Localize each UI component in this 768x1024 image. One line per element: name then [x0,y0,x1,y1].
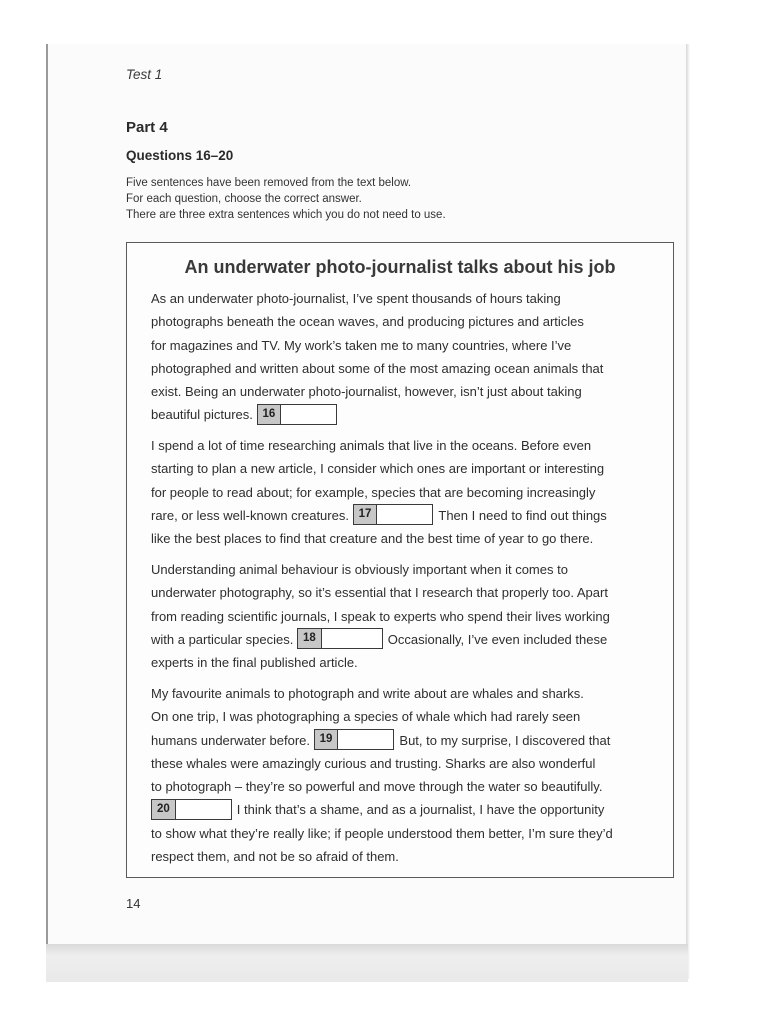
gap-blank[interactable] [338,730,393,749]
text-line [151,729,661,752]
gap-number: 18 [298,629,322,648]
gap-number: 19 [315,730,339,749]
text-line: for magazines and TV. My work’s taken me to many countries, where I’ve [151,337,572,353]
answer-gap-20[interactable] [151,799,232,820]
paragraph-1 [151,287,661,427]
gap-blank[interactable] [377,505,432,524]
text-line [151,628,661,651]
page-bottom-strip [46,944,688,982]
text-line: like the best places to find that creature and the best time of year to go there. [151,531,594,547]
text-segment: beautiful pictures. [151,407,253,423]
gap-blank[interactable] [322,629,382,648]
text-line: to photograph – they’re so powerful and move through the water so beautifully. [151,779,603,795]
article-box [126,242,674,878]
article-title: An underwater photo-journalist talks about his job [184,257,616,277]
instruction-line: Five sentences have been removed from the text below. [126,177,412,189]
gap-blank[interactable] [281,405,336,424]
paragraph-2 [151,434,661,550]
text-line: respect them, and not be so afraid of them. [151,849,399,865]
answer-gap-18[interactable] [297,628,383,649]
text-line [151,798,661,821]
text-segment: Then I need to find out things [438,507,607,523]
text-line: underwater photography, so it’s essential that I research that properly too. Apart [151,585,608,601]
text-line: Understanding animal behaviour is obviously important when it comes to [151,562,568,577]
text-line: to show what they’re really like; if people understood them better, I’m sure they’d [151,825,613,841]
test-label: Test 1 [126,67,163,82]
text-segment: Occasionally, I’ve even included these [387,631,608,647]
text-segment: I think that’s a shame, and as a journalist, I have the opportunity [236,802,605,818]
text-line: starting to plan a new article, I consider which ones are important or interesting [151,461,605,477]
instruction-line: There are three extra sentences which you do not need to use. [126,209,446,221]
gap-number: 20 [152,800,176,819]
text-line: photographed and written about some of the most amazing ocean animals that [151,360,604,376]
paragraph-3 [151,558,661,674]
text-line: I spend a lot of time researching animals that live in the oceans. Before even [151,438,592,453]
text-line: photographs beneath the ocean waves, and producing pictures and articles [151,314,584,330]
text-line: experts in the final published article. [151,655,358,671]
text-line: for people to read about; for example, species that are becoming increasingly [151,484,596,500]
text-line: from reading scientific journals, I speak to experts who spend their lives working [151,608,610,624]
text-line: As an underwater photo-journalist, I’ve spent thousands of hours taking [151,291,561,306]
questions-title: Questions 16–20 [126,148,234,163]
page-edge-shadow [686,44,690,979]
text-segment: humans underwater before. [151,732,310,748]
text-line: exist. Being an underwater photo-journalist, however, isn’t just about taking [151,384,582,400]
instruction-line: For each question, choose the correct answer. [126,193,362,205]
text-line: My favourite animals to photograph and write about are whales and sharks. [151,686,584,701]
instructions [126,175,446,223]
gap-number: 16 [258,405,282,424]
gap-number: 17 [354,505,378,524]
book-page [46,44,690,944]
text-line: On one trip, I was photographing a species of whale which had rarely seen [151,709,581,725]
answer-gap-17[interactable] [353,504,434,525]
paragraph-4 [151,682,661,868]
text-line: these whales were amazingly curious and trusting. Sharks are also wonderful [151,755,596,771]
text-line [151,403,661,426]
text-segment: rare, or less well-known creatures. [151,507,349,523]
text-segment: But, to my surprise, I discovered that [399,732,611,748]
page-number: 14 [126,896,141,911]
answer-gap-16[interactable] [257,404,338,425]
answer-gap-19[interactable] [314,729,395,750]
gap-blank[interactable] [176,800,231,819]
part-title: Part 4 [126,119,168,136]
text-line [151,504,661,527]
text-segment: with a particular species. [151,631,294,647]
